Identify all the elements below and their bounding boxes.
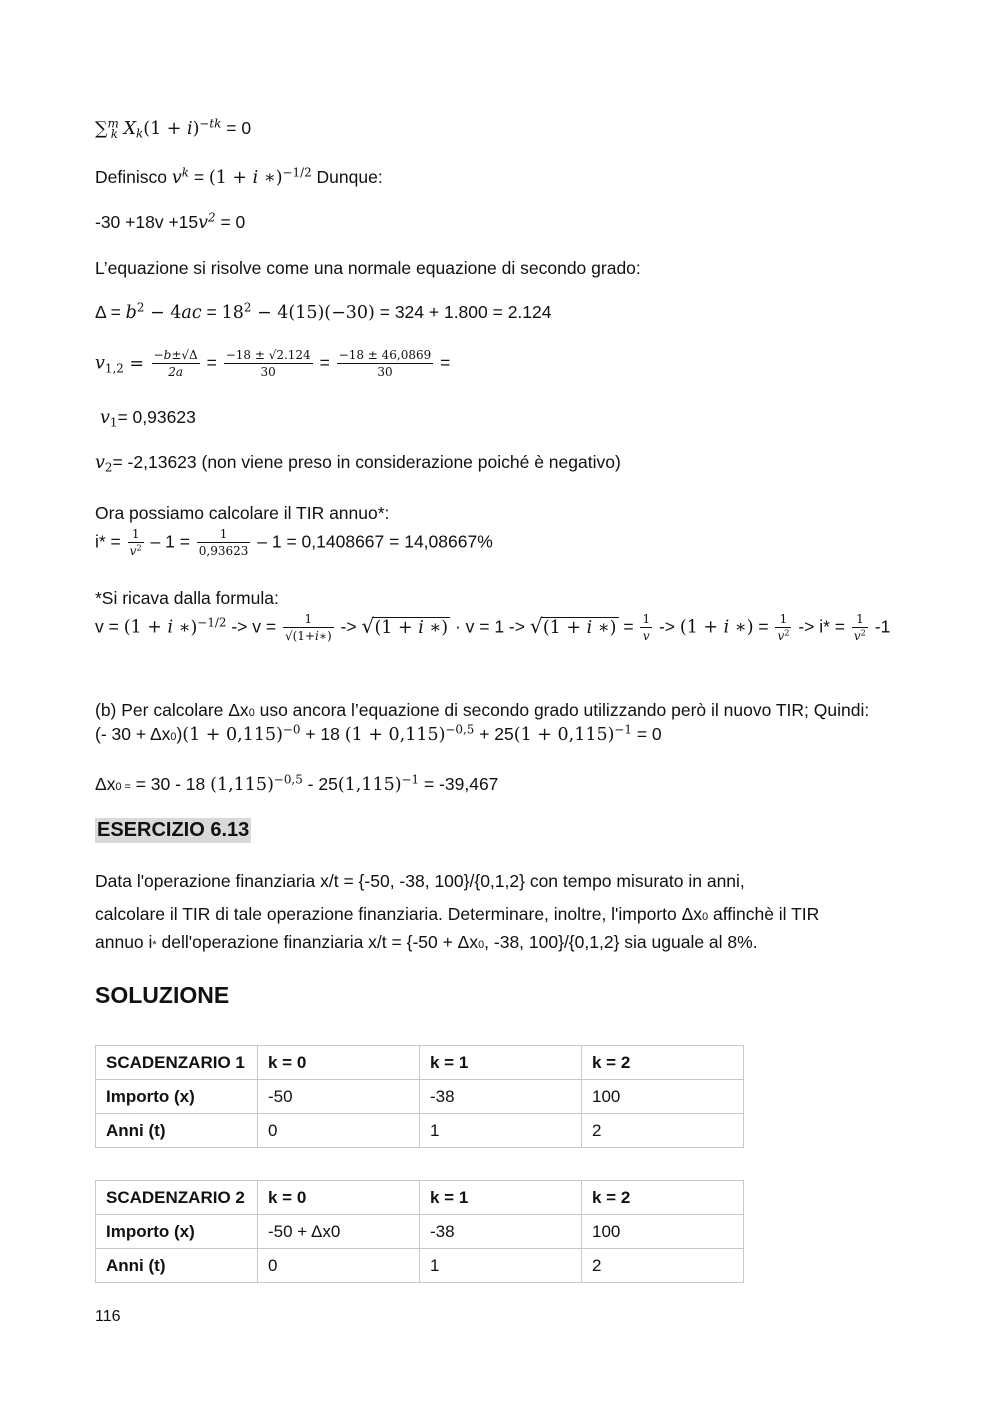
fraction: $\frac{-b\pm√\Delta}{2a}$	[153, 348, 198, 380]
table-cell: Anni (t)	[96, 1114, 258, 1148]
table-cell: -38	[420, 1215, 582, 1249]
exercise-paragraph-1: Data l'operazione finanziaria x/t = {-50, -38, 100}/{0,1,2} con tempo misurato in anni,	[95, 871, 745, 891]
table-cell: k = 0	[258, 1046, 420, 1080]
part-b-equation: (- $30 + \Delta x0)(1 + 0,115)^{-0} + 18$ $(1 + 0,115)^{-0,5} + 25(1 + 0,115)^{-1} = 0$	[95, 722, 662, 745]
table-cell: 2	[582, 1114, 744, 1148]
table-cell: k = 1	[420, 1046, 582, 1080]
table-header-row	[96, 1181, 744, 1215]
table-header-row	[96, 1046, 744, 1080]
solution-heading: SOLUZIONE	[95, 982, 230, 1008]
table-cell: 2	[582, 1249, 744, 1283]
table-cell: 100	[582, 1215, 744, 1249]
exercise-heading: ESERCIZIO 6.13	[97, 819, 250, 841]
paragraph-quadratic: L’equazione si risolve come una normale equazione di secondo grado:	[95, 258, 641, 278]
table-cell: -38	[420, 1080, 582, 1114]
table-cell: 1	[420, 1114, 582, 1148]
part-b-intro: (b) Per calcolare Δx0 uso ancora l’equazione di secondo grado utilizzando però il nuovo TIR; Quindi:	[95, 700, 870, 720]
tir-intro: Ora possiamo calcolare il TIR annuo*:	[95, 503, 390, 523]
fraction: $\frac{-18 \pm √2.124}{30}$	[225, 348, 311, 380]
formula-intro: *Si ricava dalla formula:	[95, 588, 279, 608]
table-cell: k = 2	[582, 1181, 744, 1215]
table-row	[96, 1114, 744, 1148]
sum-equation: ∑$^m_k$ $X_k(1 + i)^{-tk} = 0$	[95, 116, 252, 141]
table-cell: SCADENZARIO 1	[96, 1046, 258, 1080]
table-cell: Importo (x)	[96, 1080, 258, 1114]
roots-formula: $v_{1,2}$ = $\frac{-b\pm√\Delta}{2a}$ = $\frac{-18 \pm √2.124}{30}$ = $\frac{-18 \pm 46,0869}{30}$ =	[95, 348, 451, 380]
table-cell: Anni (t)	[96, 1249, 258, 1283]
delta-x0-result: Δx0 = = 30 - 18 $(1,115)^{-0,5} - 25(1,115)^{-1} = -39,467$	[95, 772, 499, 795]
fraction: $\frac{1}{0,93623}$	[198, 527, 249, 559]
table-cell: 100	[582, 1080, 744, 1114]
table-cell: 0	[258, 1114, 420, 1148]
table-row	[96, 1080, 744, 1114]
exercise-paragraph-3: annuo i* dell'operazione finanziaria x/t = {-50 + Δx0, -38, 100}/{0,1,2} sia uguale al 8%.	[95, 932, 758, 952]
fraction: $\frac{1}{v}$	[642, 612, 651, 644]
fraction: $\frac{1}{√(1+i∗)}$	[284, 612, 332, 644]
table-cell: k = 2	[582, 1046, 744, 1080]
table-cell: 1	[420, 1249, 582, 1283]
page-number: 116	[95, 1308, 121, 1325]
quadratic-equation: $-30 +18v +15v^2 = 0$	[95, 210, 246, 233]
fraction: $\frac{-18 \pm 46,0869}{30}$	[338, 348, 432, 380]
tir-equation: i* = $\frac{1}{v^2}$ – 1 = $\frac{1}{0,93623}$ – 1 = 0,1408667 = 14,08667%	[95, 527, 493, 559]
exercise-paragraph-2: calcolare il TIR di tale operazione finanziaria. Determinare, inoltre, l'importo Δx0 affinchè il TIR	[95, 904, 820, 924]
table-cell: Importo (x)	[96, 1215, 258, 1249]
table-row	[96, 1215, 744, 1249]
fraction: $\frac{1}{v^2}$	[129, 527, 142, 559]
v2-value: $v_2= -2,13623$ (non viene preso in considerazione poiché è negativo)	[95, 452, 621, 475]
fraction: $\frac{1}{v^2}$	[777, 612, 790, 644]
derivation-line: v = (1 + i ∗)$^{-1/2}$ -> v = $\frac{1}{√(1+i∗)}$ -> √ (1 + i ∗) · v = 1 -> √ (1 + i ∗) = $\frac{1}{v}$ -> (1 + i ∗) = $\frac{1}{v^2}$ -> i* = $\frac{1}{v^2}$ -1	[95, 612, 891, 644]
schedule-table-1	[95, 1045, 744, 1148]
table-row	[96, 1249, 744, 1283]
delta-equation: $\Delta = b^2 - 4ac = 18^2 - 4(15)(-30) = 324 + 1.800 = 2.124$	[95, 300, 552, 323]
table-cell: k = 1	[420, 1181, 582, 1215]
definition-line: Definisco $v^k = (1 + i$ ∗)$^{-1/2}$ Dunque:	[95, 165, 383, 188]
schedule-table-2	[95, 1180, 744, 1283]
table-cell: -50	[258, 1080, 420, 1114]
fraction: $\frac{1}{v^2}$	[853, 612, 866, 644]
table-cell: 0	[258, 1249, 420, 1283]
table-cell: SCADENZARIO 2	[96, 1181, 258, 1215]
v1-value: $v_1= 0,93623$	[100, 407, 196, 430]
table-cell: k = 0	[258, 1181, 420, 1215]
table-cell: -50 + Δx0	[258, 1215, 420, 1249]
